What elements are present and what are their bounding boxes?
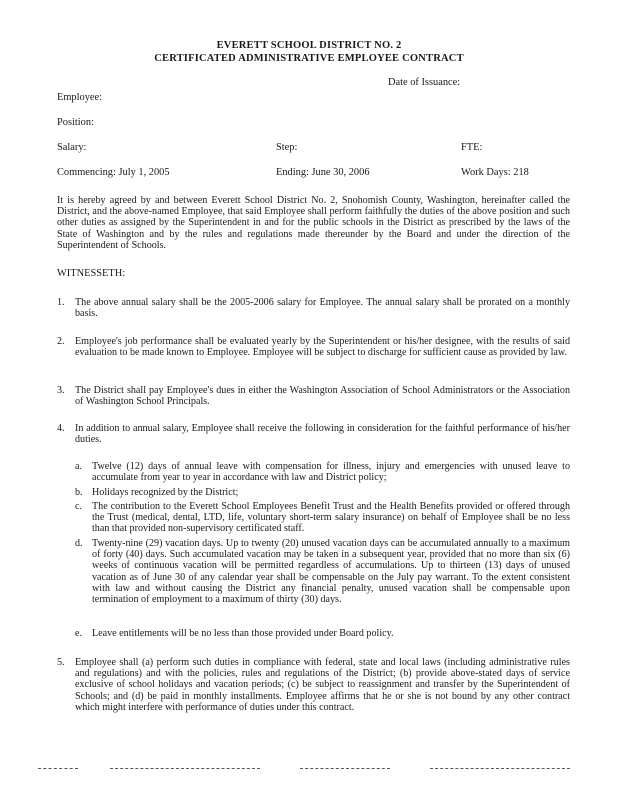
item-number: 5.	[57, 657, 65, 668]
subitem-text: Holidays recognized by the District;	[92, 487, 239, 498]
district-title: EVERETT SCHOOL DISTRICT NO. 2	[216, 40, 402, 51]
subitem-text: Twenty-nine (29) vacation days. Up to twenty (20) unused vacation days can be accumulated annually to a maximum of forty (40) days. Such accumulated vacation may be taken in a subsequent year, provided that no more than six (6) weeks of continuous vacation will be permitted regardless of accumulations. Up to thirteen (13) days of unused vacation as of June 30 of any calendar year shall be compensable on the July pay warrant. To the extent consistent with law and without causing the District any financial penalty, unused vacation shall be compensable upon termination of employment to a maximum of thirty (30) days.	[92, 538, 570, 606]
ending-label: Ending: June 30, 2006	[276, 167, 370, 178]
item-text: Employee shall (a) perform such duties in compliance with federal, state and local laws (including administrative rules and regulations) and with the policies, rules and regulations of the District; (b) provide above-stated days of service exclusive of school holidays and vacation periods; (c) be subject to reassignment and transfer by the Superintendent of Schools; and (d) be paid in monthly installments. Employee affirms that he or she is not bound by any other contract which might interfere with performance of duties under this contract.	[75, 657, 570, 713]
witnesseth-heading: WITNESSETH:	[57, 268, 126, 279]
commencing-label: Commencing: July 1, 2005	[57, 167, 170, 178]
footer-divider	[430, 768, 570, 769]
subitem-letter: a.	[75, 461, 83, 472]
item-number: 1.	[57, 297, 65, 308]
item-text: The District shall pay Employee's dues in either the Washington Association of School Administrators or the Association of Washington School Principals.	[75, 385, 570, 408]
item-number: 3.	[57, 385, 65, 396]
salary-label: Salary:	[57, 142, 87, 153]
position-label: Position:	[57, 117, 94, 128]
item-number: 2.	[57, 336, 65, 347]
item-text: Employee's job performance shall be evaluated yearly by the Superintendent or his/her designee, with the results of said evaluation to be made known to Employee. Employee will be subject to discharge for sufficient cause as provided by law.	[75, 336, 570, 359]
employee-label: Employee:	[57, 92, 103, 103]
subitem-letter: d.	[75, 538, 83, 549]
work-days-label: Work Days: 218	[461, 167, 529, 178]
item-number: 4.	[57, 423, 65, 434]
subitem-letter: c.	[75, 501, 83, 512]
step-label: Step:	[276, 142, 298, 153]
item-text: The above annual salary shall be the 2005-2006 salary for Employee. The annual salary shall be prorated on a monthly basis.	[75, 297, 570, 320]
subitem-text: Twelve (12) days of annual leave with compensation for illness, injury and emergencies with unused leave to accumulate from year to year in accordance with law and District policy;	[92, 461, 570, 484]
intro-paragraph: It is hereby agreed by and between Everett School District No. 2, Snohomish County, Washington, hereinafter called the District, and the above-named Employee, that said Employee shall perform faithfully the duties of the above position and such other duties as assigned by the Superintendent in and for the public schools in the District as prescribed by the laws of the State of Washington and by the rules and regulations made thereunder by the Board and under the direction of the Superintendent of Schools.	[57, 195, 570, 251]
footer-divider	[38, 768, 78, 769]
subitem-letter: e.	[75, 628, 83, 639]
footer-divider	[110, 768, 260, 769]
fte-label: FTE:	[461, 142, 483, 153]
date-of-issuance-label: Date of Issuance:	[388, 77, 461, 88]
subitem-text: The contribution to the Everett School Employees Benefit Trust and the Health Benefits provided or offered through the Trust (medical, dental, LTD, life, voluntary short-term salary insurance) on behalf of Employee shall be no less than that provided non-supervisory certificated staff.	[92, 501, 570, 535]
subitem-letter: b.	[75, 487, 83, 498]
subitem-text: Leave entitlements will be no less than those provided under Board policy.	[92, 628, 394, 639]
footer-divider	[300, 768, 390, 769]
item-text: In addition to annual salary, Employee shall receive the following in consideration for the faithful performance of his/her duties.	[75, 423, 570, 446]
contract-title: CERTIFICATED ADMINISTRATIVE EMPLOYEE CONTRACT	[154, 53, 464, 64]
